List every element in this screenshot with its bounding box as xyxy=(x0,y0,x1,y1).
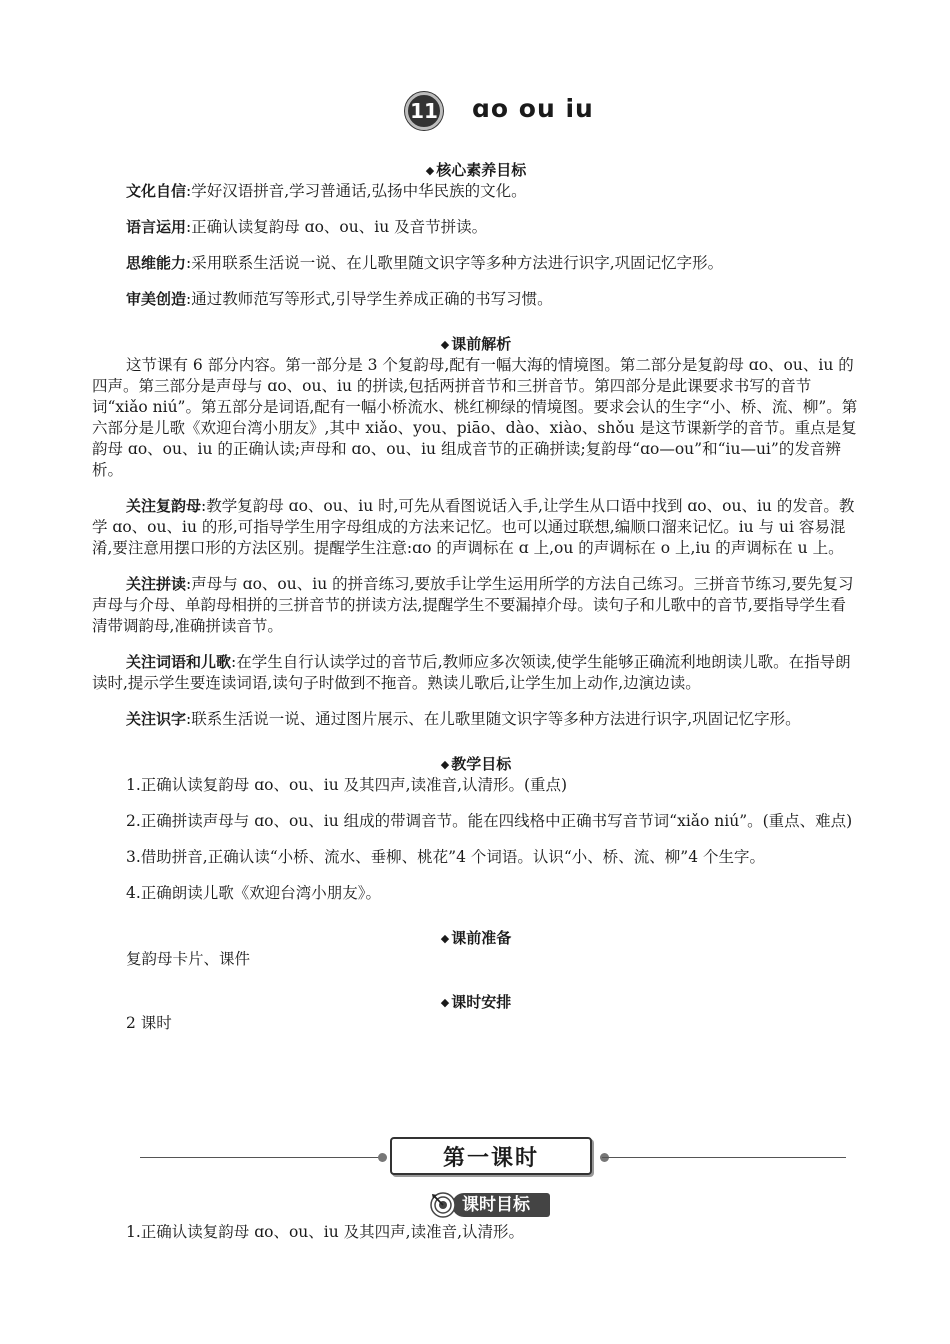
analysis-point: 关注拼读:声母与 ɑo、ou、iu 的拼音练习,要放手让学生运用所学的方法自己练习。三拼音节练习,要先复习声母与介母、单韵母相拼的三拼音节的拼读方法,提醒学生不要漏掉介母。读句子和儿歌中的音节,要指导学生看清带调韵母,准确拼读音节。 xyxy=(92,575,854,635)
teaching-goal-item: 2.正确拼读声母与 ɑo、ou、iu 组成的带调音节。能在四线格中正确书写音节词“xiǎo niú”。(重点、难点) xyxy=(126,812,853,830)
divider-line xyxy=(602,1157,846,1158)
diamond-icon: ◆ xyxy=(440,338,450,351)
analysis-point: 关注词语和儿歌:在学生自行认读学过的音节后,教师应多次领读,使学生能够正确流利地朗读儿歌。在指导朗读时,提示学生要连读词语,读句子时做到不拖音。熟读儿歌后,让学生加上动作,边演边读。 xyxy=(92,653,851,692)
divider-dot xyxy=(378,1153,387,1162)
period-goal-tag xyxy=(430,1192,550,1218)
section-title-core-goals: ◆ 核心素养目标 xyxy=(425,161,527,179)
target-icon xyxy=(430,1192,456,1218)
diamond-icon: ◆ xyxy=(440,932,450,945)
analysis-intro: 这节课有 6 部分内容。第一部分是 3 个复韵母,配有一幅大海的情境图。第二部分是复韵母 ɑo、ou、iu 的四声。第三部分是声母与 ɑo、ou、iu 的拼读,包括两拼音节和三拼音节。第四部分是此课要求书写的音节词“xiǎo niú”。第五部分是词语,配有一幅小桥流水、桃红柳绿的情境图。要求会认的生字“小、桥、流、柳”。第六部分是儿歌《欢迎台湾小朋友》,其中 xiǎo、you、piāo、dào、xiào、shǒu 是这节课新学的音节。重点是复韵母 ɑo、ou、iu 的正确认读;声母和 ɑo、ou、iu 组成音节的正确拼读;复韵母“ɑo—ou”和“iu—ui”的发音辨析。 xyxy=(92,356,858,479)
analysis-point: 关注复韵母:教学复韵母 ɑo、ou、iu 时,可先从看图说话入手,让学生从口语中找到 ɑo、ou、iu 的发音。教学 ɑo、ou、iu 的形,可指导学生用字母组成的方法来记忆。也可以通过联想,编顺口溜来记忆。iu 与 ui 容易混淆,要注意用摆口形的方法区别。提醒学生注意:ɑo 的声调标在 ɑ 上,ou 的声调标在 o 上,iu 的声调标在 u 上。 xyxy=(92,497,855,557)
section-title-preparation: ◆ 课前准备 xyxy=(440,929,512,947)
diamond-icon: ◆ xyxy=(440,996,450,1009)
lesson-header xyxy=(0,92,950,138)
section-title-schedule: ◆ 课时安排 xyxy=(440,993,512,1011)
main-content xyxy=(92,160,860,1034)
period-goal-label: 课时目标 xyxy=(452,1193,550,1217)
section-title-analysis: ◆ 课前解析 xyxy=(440,335,512,353)
teaching-goal-item: 4.正确朗读儿歌《欢迎台湾小朋友》。 xyxy=(126,884,382,902)
core-goal-item: 审美创造:通过教师范写等形式,引导学生养成正确的书写习惯。 xyxy=(126,290,553,308)
preparation-text: 复韵母卡片、课件 xyxy=(126,950,251,968)
divider-line xyxy=(140,1157,385,1158)
schedule-text: 2 课时 xyxy=(126,1014,172,1032)
diamond-icon: ◆ xyxy=(440,758,450,771)
analysis-point: 关注识字:联系生活说一说、通过图片展示、在儿歌里随文识字等多种方法进行识字,巩固记忆字形。 xyxy=(126,710,801,728)
period-banner xyxy=(140,1137,846,1177)
lesson-number-badge: 11 xyxy=(405,92,443,130)
core-goal-item: 语言运用:正确认读复韵母 ɑo、ou、iu 及音节拼读。 xyxy=(126,218,488,236)
lesson-title: ɑo ou iu xyxy=(472,94,594,123)
core-goal-item: 思维能力:采用联系生活说一说、在儿歌里随文识字等多种方法进行识字,巩固记忆字形。 xyxy=(126,254,724,272)
teaching-goal-item: 3.借助拼音,正确认读“小桥、流水、垂柳、桃花”4 个词语。认识“小、桥、流、柳”4 个生字。 xyxy=(126,848,765,866)
diamond-icon: ◆ xyxy=(425,164,435,177)
core-goal-item: 文化自信:学好汉语拼音,学习普通话,弘扬中华民族的文化。 xyxy=(126,182,527,200)
section-title-teaching-goals: ◆ 教学目标 xyxy=(440,755,512,773)
period-goal-item: 1.正确认读复韵母 ɑo、ou、iu 及其四声,读准音,认清形。 xyxy=(126,1223,525,1241)
teaching-goal-item: 1.正确认读复韵母 ɑo、ou、iu 及其四声,读准音,认清形。(重点) xyxy=(126,776,568,794)
period-title: 第一课时 xyxy=(390,1137,592,1175)
